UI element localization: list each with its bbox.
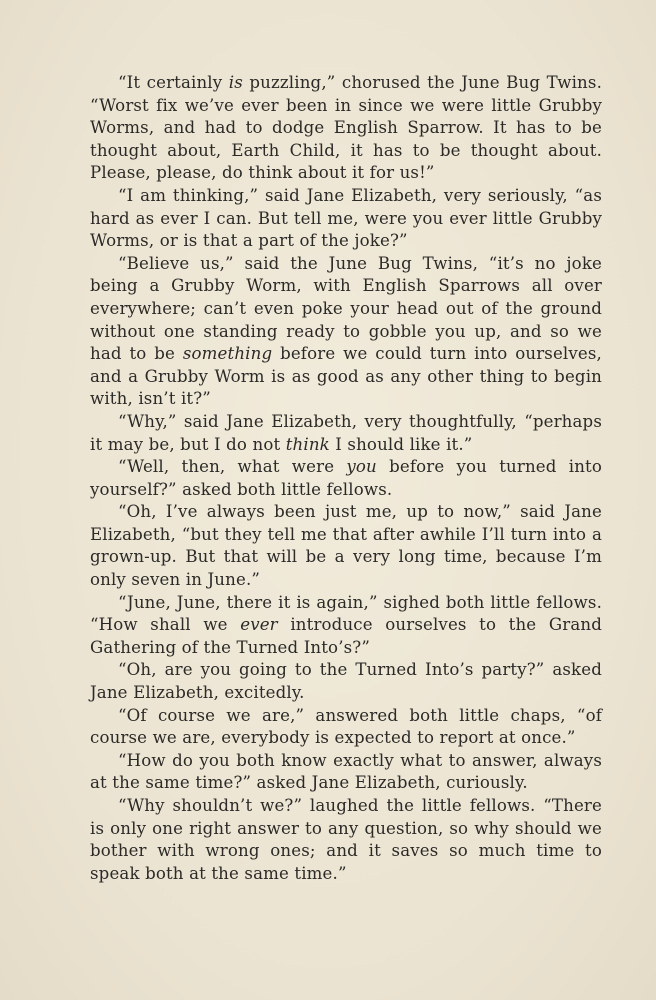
paragraph	[90, 705, 602, 750]
paragraph	[90, 501, 602, 591]
italic-text: think	[285, 434, 330, 454]
text-run: “Why shouldn’t we?” laughed the little fellows. “There is only one right answer to any question, so why should we bother with wrong ones; and it saves so much time to speak both at the same time.”	[90, 796, 602, 883]
text-run: “How do you both know exactly what to answer, always at the same time?” asked Jane Elizabeth, curiously.	[90, 750, 602, 793]
paragraph	[90, 456, 602, 501]
text-run: “Believe us,” said the June Bug Twins, “it’s no joke being a Grubby Worm, with English Sparrows all over everywhere; can’t even poke your head out of the ground without one standing ready to gobble you up, and so we had to be	[90, 253, 602, 364]
text-run: I should like it.”	[329, 434, 473, 454]
paragraph	[90, 253, 602, 411]
italic-text: ever	[240, 615, 278, 635]
text-run: “June, June, there it is again,” sighed both little fellows. “How shall we	[90, 592, 602, 635]
text-run: “Of course we are,” answered both little chaps, “of course we are, everybody is expected to report at once.”	[90, 705, 602, 748]
paragraph	[90, 411, 602, 456]
paragraph	[90, 659, 602, 704]
page-text	[90, 72, 602, 885]
paragraph	[90, 592, 602, 660]
book-page	[90, 72, 602, 885]
paragraph	[90, 185, 602, 253]
text-run: “Oh, are you going to the Turned Into’s party?” asked Jane Elizabeth, excitedly.	[90, 660, 602, 703]
text-run: “Why,” said Jane Elizabeth, very thoughtfully, “perhaps it may be, but I do not	[90, 411, 602, 454]
paragraph	[90, 72, 602, 185]
text-run: “I am thinking,” said Jane Elizabeth, very seriously, “as hard as ever I can. But tell me, were you ever little Grubby Worms, or is that a part of the joke?”	[90, 185, 602, 251]
paragraph	[90, 795, 602, 885]
text-run: “It certainly	[118, 73, 229, 92]
paragraph	[90, 750, 602, 795]
text-run: before we could turn into ourselves, and a Grubby Worm is as good as any other thing to begin with, isn’t it?”	[90, 344, 602, 409]
italic-text: you	[346, 457, 377, 477]
text-run: “Well, then, what were	[118, 457, 347, 477]
italic-text: is	[228, 73, 243, 92]
text-run: “Oh, I’ve always been just me, up to now,” said Jane Elizabeth, “but they tell me that after awhile I’ll turn into a grown-up. But that will be a very long time, because I’m only seven in June.”	[90, 502, 602, 590]
italic-text: something	[182, 344, 273, 364]
text-run: introduce ourselves to the Grand Gathering of the Turned Into’s?”	[90, 615, 602, 657]
text-run: puzzling,” chorused the June Bug Twins. “Worst fix we’ve ever been in since we were little Grubby Worms, and had to dodge English Sparrow. It has to be thought about, Earth Child, it has to be thought about. Please, please, do think about it for us!”	[90, 73, 602, 183]
text-run: before you turned into yourself?” asked both little fellows.	[90, 457, 602, 499]
